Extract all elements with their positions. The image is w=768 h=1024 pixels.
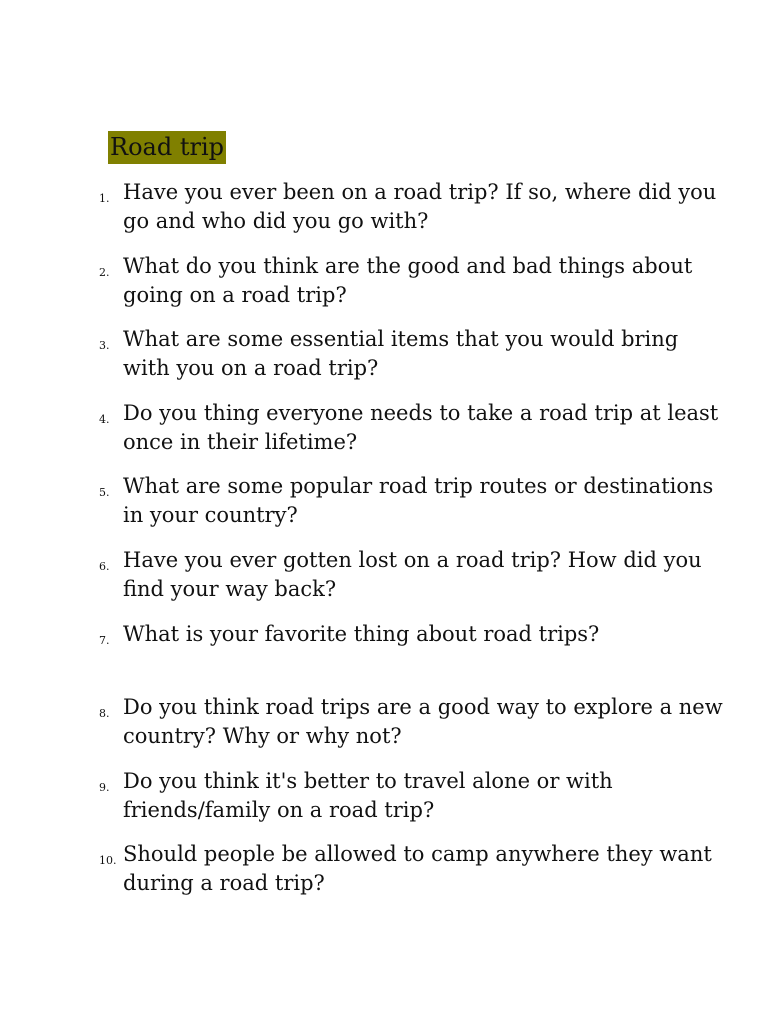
- list-item: [0, 399, 768, 473]
- question-text: Should people be allowed to camp anywhere they want during a road trip?: [123, 842, 712, 896]
- list-item: [0, 252, 768, 326]
- question-text: Do you thing everyone needs to take a road trip at least once in their lifetime?: [123, 400, 719, 454]
- list-item: [0, 325, 768, 399]
- question-list: [0, 178, 768, 914]
- question-text: Have you ever gotten lost on a road trip? How did you find your way back?: [123, 547, 702, 601]
- question-number: 1.: [99, 192, 110, 205]
- question-text: Do you think it's better to travel alone or with friends/family on a road trip?: [123, 768, 613, 822]
- list-item: [0, 620, 768, 694]
- question-number: 7.: [99, 633, 110, 647]
- question-number: 2.: [99, 265, 110, 279]
- list-item: [0, 767, 768, 841]
- page-title: Road trip: [108, 131, 226, 164]
- question-number: 6.: [99, 559, 110, 573]
- list-item: [0, 693, 768, 767]
- question-text: Do you think road trips are a good way to explore a new country? Why or why not?: [123, 695, 723, 749]
- question-text: Have you ever been on a road trip? If so, where did you go and who did you go with?: [123, 180, 717, 233]
- question-text: What are some essential items that you would bring with you on a road trip?: [123, 327, 679, 381]
- question-text: What are some popular road trip routes or destinations in your country?: [123, 474, 714, 528]
- question-number: 4.: [99, 412, 110, 426]
- list-item: [0, 178, 768, 252]
- list-item: [0, 472, 768, 546]
- question-text: What is your favorite thing about road trips?: [123, 621, 600, 646]
- list-item: [0, 546, 768, 620]
- question-number: 10.: [99, 854, 117, 868]
- question-number: 9.: [99, 780, 110, 794]
- question-number: 5.: [99, 486, 110, 500]
- question-number: 3.: [99, 339, 110, 353]
- list-item: [0, 840, 768, 914]
- question-number: 8.: [99, 707, 110, 721]
- question-text: What do you think are the good and bad things about going on a road trip?: [123, 253, 693, 307]
